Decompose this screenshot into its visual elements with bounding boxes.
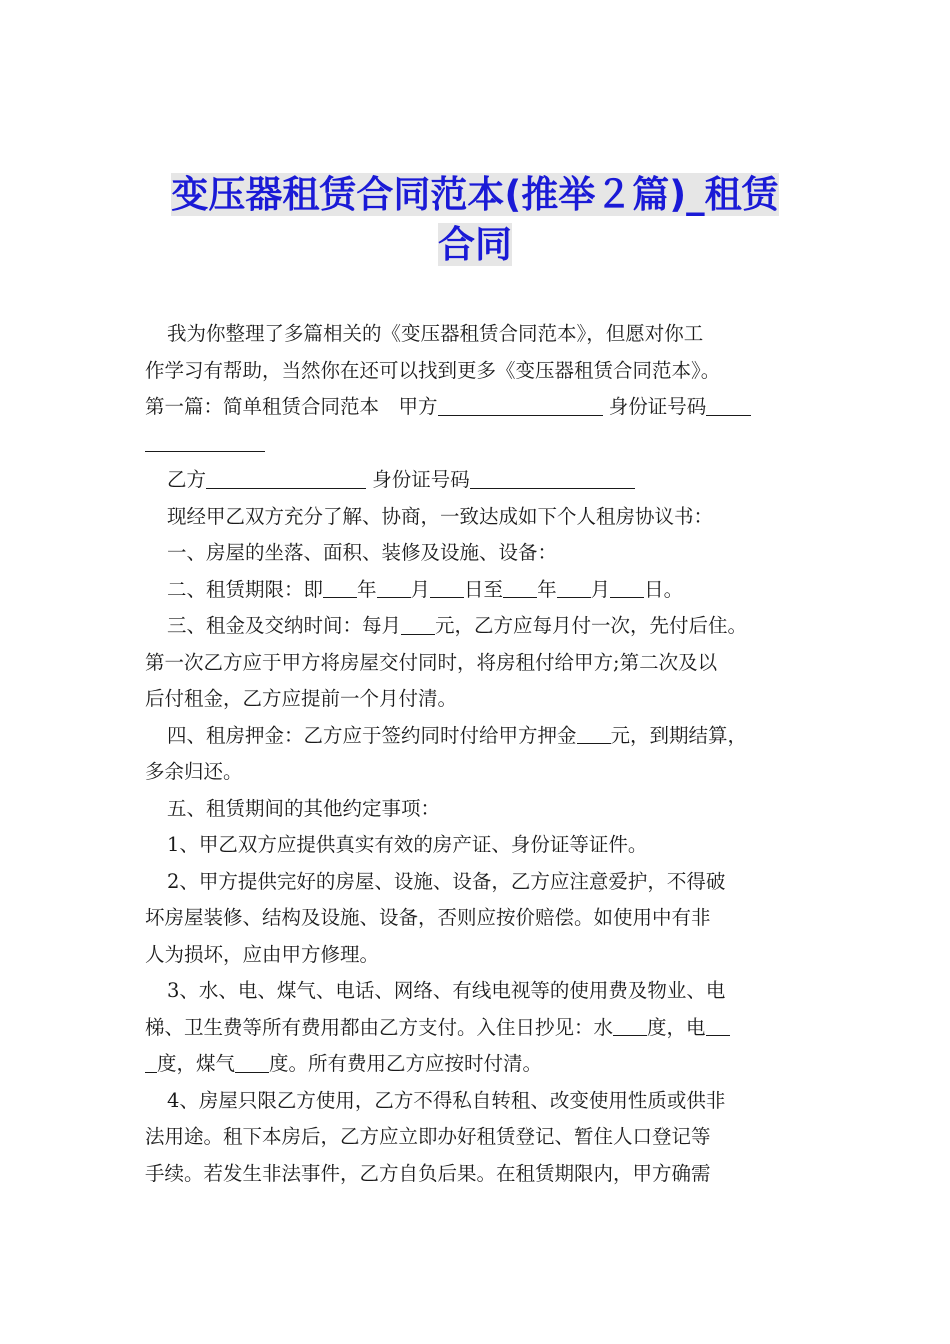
paragraph-line [145, 389, 815, 426]
text-run: 月 [590, 577, 611, 601]
text-run: 现经甲乙双方充分了解、协商，一致达成如下个人租房协议书： [167, 504, 714, 528]
text-run: 日。 [644, 577, 684, 601]
paragraph-line [145, 316, 815, 353]
paragraph-line [145, 1010, 815, 1047]
text-run: 二、租赁期限：即 [167, 577, 324, 601]
blank-line [145, 432, 265, 453]
text-run: 年 [357, 577, 377, 601]
text-run: 乙方 [167, 468, 207, 491]
paragraph-line [145, 572, 815, 609]
paragraph-line [145, 645, 815, 682]
text-run: 2、甲方提供完好的房屋、设施、设备，乙方应注意爱护，不得破 [167, 869, 726, 893]
paragraph-line [145, 1156, 815, 1193]
text-run: 我为你整理了多篇相关的《变压器租赁合同范本》，但愿对你工 [167, 322, 704, 345]
text-run: 五、租赁期间的其他约定事项： [167, 796, 441, 820]
text-run: 三、租金及交纳时间：每月 [167, 614, 402, 637]
text-run: 年 [537, 577, 557, 601]
paragraph-line [145, 900, 815, 937]
title-line-1: 变压器租赁合同范本(推举２篇)_租赁 [171, 173, 779, 216]
text-run: 身份证号码 [372, 468, 470, 491]
text-run: 月 [410, 577, 431, 601]
blank-line [401, 614, 435, 635]
text-run: 梯、卫生费等所有费用都由乙方支付。入住日抄见：水 [145, 1015, 614, 1039]
text-run: 度。所有费用乙方应按时付清。 [269, 1052, 543, 1075]
paragraph-line [145, 1119, 815, 1156]
paragraph-line [145, 973, 815, 1010]
blank-line [577, 724, 611, 745]
blank-line [377, 578, 411, 599]
paragraph-line [145, 499, 815, 536]
text-run: 度，煤气 [157, 1052, 236, 1075]
paragraph-line [145, 353, 815, 390]
blank-line [613, 1016, 647, 1037]
text-run: 第一篇：简单租赁合同范本 甲方 [145, 395, 438, 418]
text-run: 作学习有帮助，当然你在还可以找到更多《变压器租赁合同范本》。 [145, 358, 721, 382]
blank-line [503, 578, 537, 599]
paragraph-line [145, 754, 815, 791]
text-run: 元，到期结算， [610, 723, 748, 747]
paragraph-line [145, 791, 815, 828]
document-body [145, 316, 815, 1192]
blank-line [235, 1052, 269, 1073]
text-run: 度，电 [647, 1015, 706, 1039]
text-run: 1、甲乙双方应提供真实有效的房产证、身份证等证件。 [167, 833, 648, 856]
text-run: 多余归还。 [145, 760, 243, 783]
text-run: 元，乙方应每月付一次，先付后住。 [435, 614, 748, 637]
blank-line [323, 578, 357, 599]
title-line-2: 合同 [438, 223, 512, 266]
blank-line [206, 468, 366, 489]
text-run: 手续。若发生非法事件，乙方自负后果。在租赁期限内，甲方确需 [145, 1161, 711, 1185]
text-run: 坏房屋装修、结构及设施、设备，否则应按价赔偿。如使用中有非 [145, 906, 711, 929]
paragraph-line [145, 937, 815, 974]
paragraph-line [145, 1083, 815, 1120]
blank-line [706, 395, 751, 416]
text-run: 日至 [464, 577, 504, 601]
paragraph-line [145, 535, 815, 572]
paragraph-line [145, 1046, 815, 1083]
text-run: 后付租金，乙方应提前一个月付清。 [145, 687, 458, 710]
text-run: 四、租房押金：乙方应于签约同时付给甲方押金 [167, 723, 577, 747]
text-run: 第一次乙方应于甲方将房屋交付同时，将房租付给甲方;第二次及以 [145, 650, 718, 674]
text-run: 身份证号码 [608, 395, 707, 418]
text-run: 一、房屋的坐落、面积、装修及设施、设备： [167, 541, 558, 564]
paragraph-line [145, 718, 815, 755]
paragraph-line [145, 462, 815, 499]
blank-line [438, 395, 603, 416]
paragraph-line [145, 608, 815, 645]
blank-line [470, 468, 635, 489]
paragraph-line [145, 681, 815, 718]
text-run: 法用途。租下本房后，乙方应立即办好租赁登记、暂住人口登记等 [145, 1125, 711, 1148]
text-run: 人为损坏，应由甲方修理。 [145, 942, 380, 966]
text-run: 3、水、电、煤气、电话、网络、有线电视等的使用费及物业、电 [167, 979, 726, 1002]
blank-line [557, 578, 591, 599]
blank-line [430, 578, 464, 599]
text-run: 4、房屋只限乙方使用，乙方不得私自转租、改变使用性质或供非 [167, 1088, 726, 1112]
document-title [140, 170, 810, 270]
blank-line [145, 1052, 157, 1073]
paragraph-line [145, 864, 815, 901]
blank-line [610, 578, 644, 599]
paragraph-line [145, 827, 815, 864]
paragraph-line [145, 426, 815, 463]
blank-line [706, 1016, 730, 1037]
